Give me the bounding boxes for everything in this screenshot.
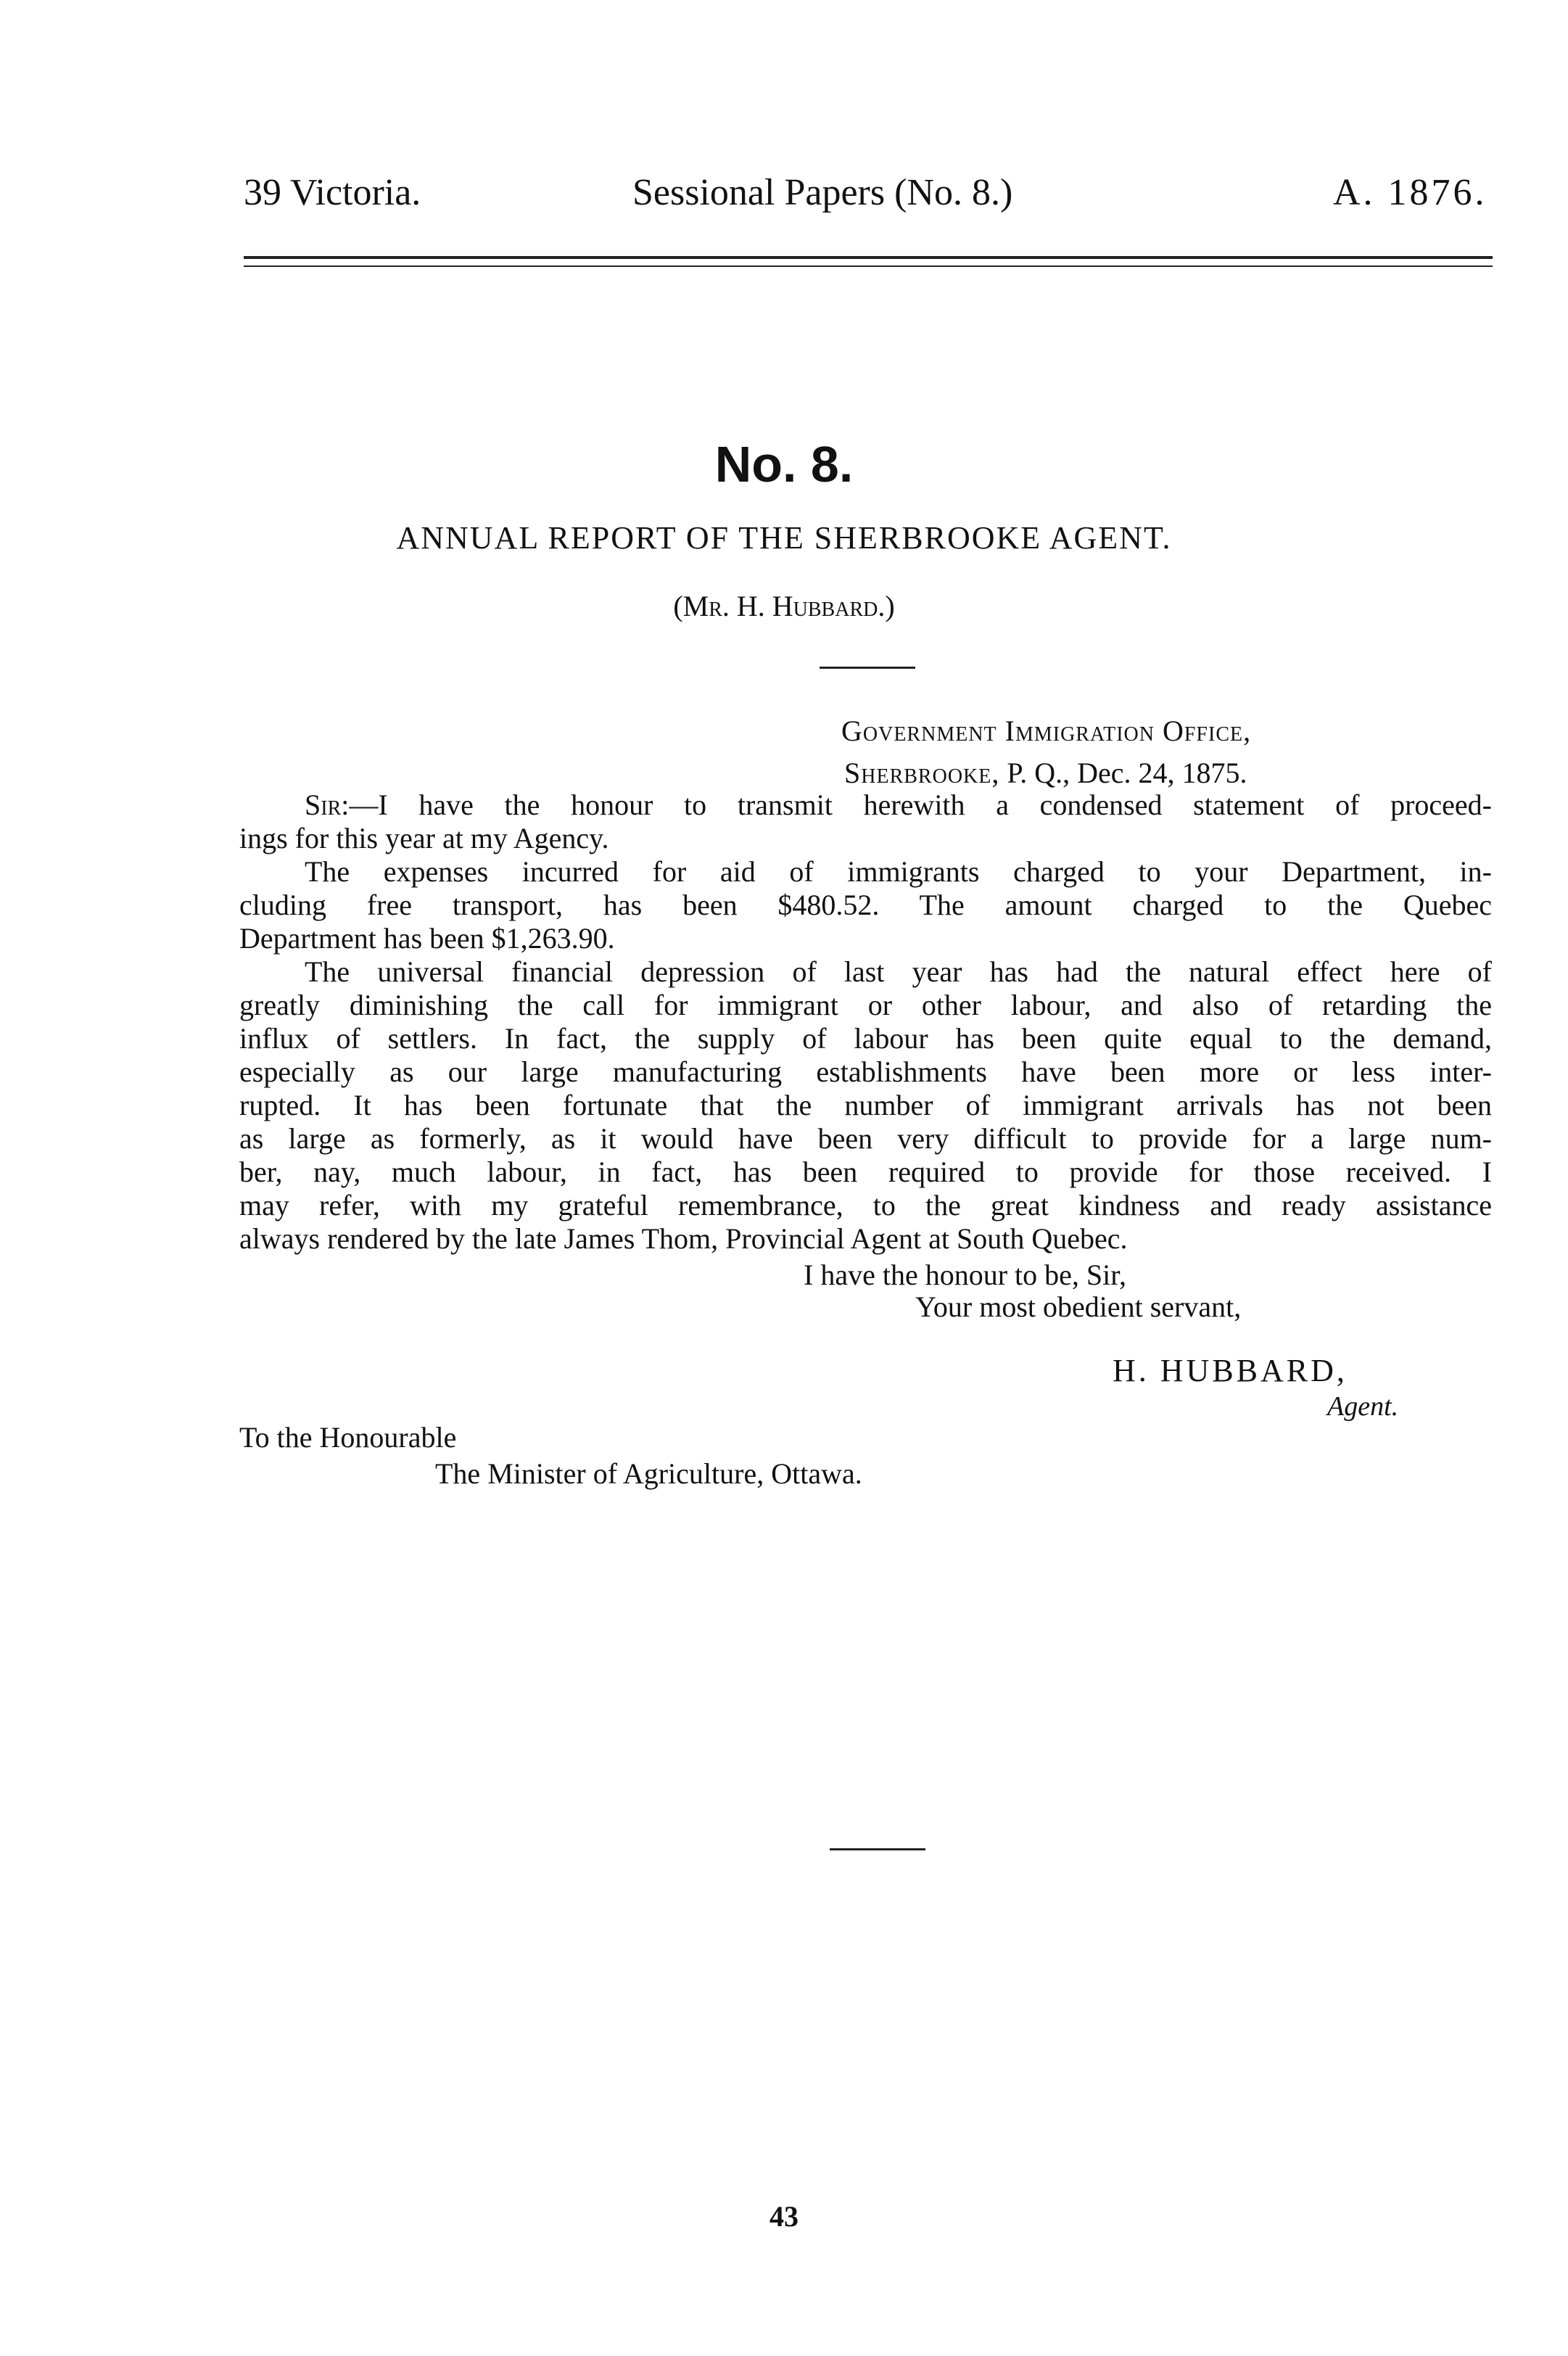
letter-line: The expenses incurred for aid of immigrants charged to your Department, in- bbox=[305, 855, 1492, 888]
addressee-line: The Minister of Agriculture, Ottawa. bbox=[435, 1457, 862, 1490]
header-year: A. 1876. bbox=[1333, 172, 1487, 213]
section-divider bbox=[820, 667, 915, 669]
salutation: Sir bbox=[305, 788, 342, 821]
letter-line: The universal financial depression of last year has had the natural effect here of bbox=[305, 955, 1492, 988]
letter-line: greatly diminishing the call for immigrant or other labour, and also of retarding the bbox=[239, 989, 1492, 1021]
letter-line: ings for this year at my Agency. bbox=[239, 822, 609, 854]
header-series: Sessional Papers (No. 8.) bbox=[632, 172, 1013, 213]
signature-title: Agent. bbox=[1327, 1391, 1399, 1422]
closing-line: I have the honour to be, Sir, bbox=[804, 1259, 1126, 1291]
letter-line: Department has been $1,263.90. bbox=[239, 922, 615, 955]
letter-line: always rendered by the late James Thom, Provincial Agent at South Quebec. bbox=[239, 1222, 1128, 1255]
signature-name: H. HUBBARD, bbox=[1113, 1353, 1348, 1388]
place-name: Sherbrooke, bbox=[844, 757, 1000, 789]
header-rule-thin bbox=[244, 265, 1493, 267]
letter-line: ber, nay, much labour, in fact, has been required to provide for those received. I bbox=[239, 1156, 1492, 1188]
letter-line: rupted. It has been fortunate that the number of immigrant arrivals has not been bbox=[239, 1089, 1492, 1121]
document-number: No. 8. bbox=[714, 436, 854, 493]
letter-line: influx of settlers. In fact, the supply of labour has been quite equal to the demand, bbox=[239, 1022, 1492, 1055]
closing-line: Your most obedient servant, bbox=[915, 1290, 1242, 1323]
closing-divider bbox=[830, 1848, 925, 1850]
letter-line: especially as our large manufacturing establishments have been more or less inter- bbox=[239, 1055, 1492, 1088]
office-line: Government Immigration Office, bbox=[841, 714, 1252, 747]
report-author: (Mr. H. Hubbard.) bbox=[673, 590, 895, 622]
page-number: 43 bbox=[769, 2200, 799, 2233]
addressee-line: To the Honourable bbox=[239, 1421, 457, 1454]
letter-line: may refer, with my grateful remembrance, to the great kindness and ready assistance bbox=[239, 1189, 1492, 1222]
report-title: ANNUAL REPORT OF THE SHERBROOKE AGENT. bbox=[396, 520, 1172, 556]
letter-line: as large as formerly, as it would have been very difficult to provide for a large num- bbox=[239, 1122, 1492, 1155]
header-volume: 39 Victoria. bbox=[244, 172, 421, 213]
letter-line: cluding free transport, has been $480.52. The amount charged to the Quebec bbox=[239, 889, 1492, 921]
letter-date: P. Q., Dec. 24, 1875. bbox=[1007, 757, 1247, 789]
header-rule bbox=[244, 256, 1493, 259]
place-date-line bbox=[844, 756, 1247, 790]
letter-line: Sir:—I have the honour to transmit herewith a condensed statement of proceed- bbox=[305, 788, 1492, 821]
